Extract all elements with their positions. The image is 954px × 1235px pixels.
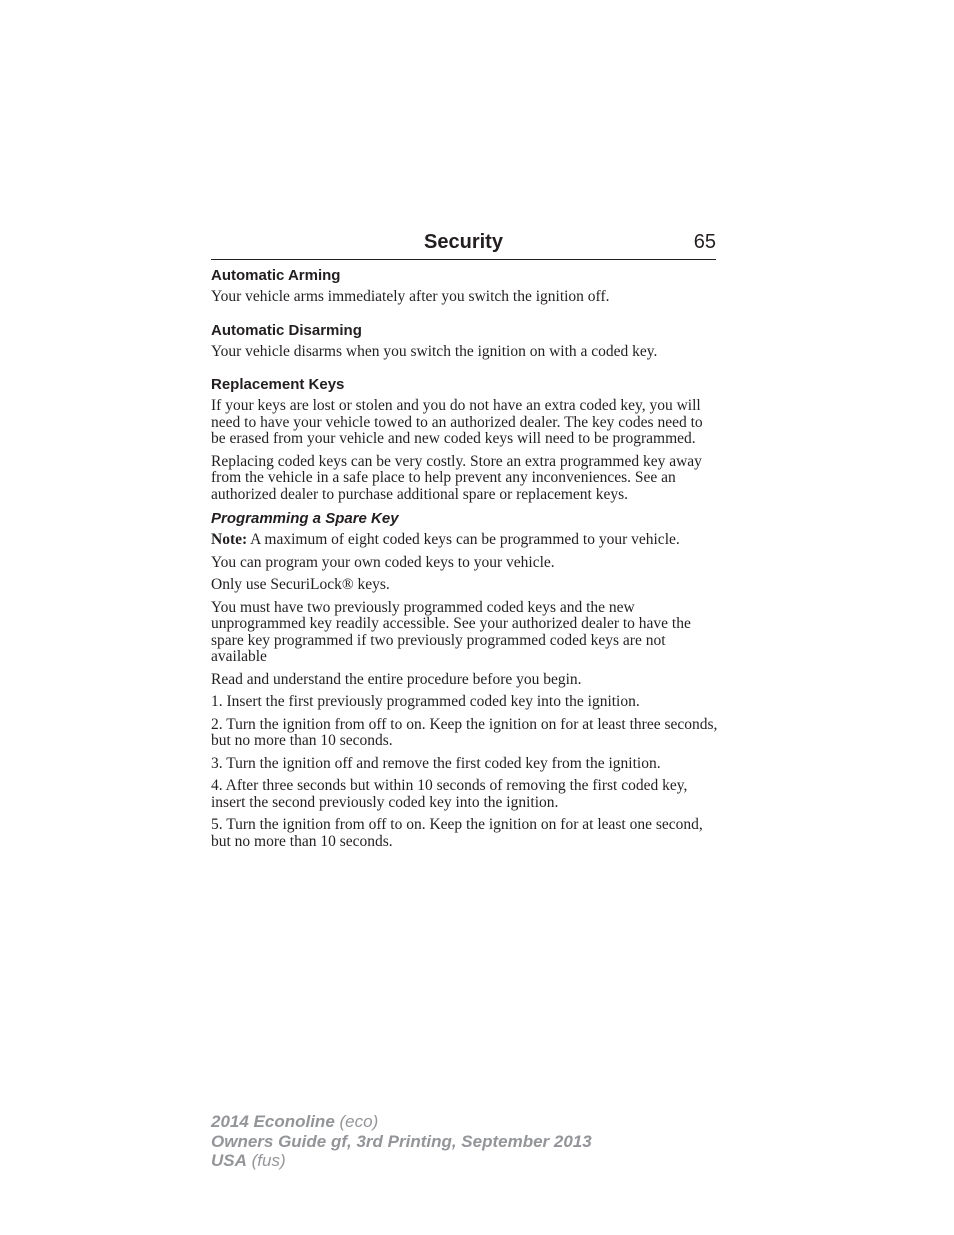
footer-model-line bbox=[211, 1112, 592, 1132]
step-3: 3. Turn the ignition off and remove the first coded key from the ignition. bbox=[211, 754, 661, 772]
heading-replacement-keys: Replacement Keys bbox=[211, 376, 345, 393]
footer-model: 2014 Econoline bbox=[211, 1112, 335, 1131]
footer-region: USA bbox=[211, 1151, 247, 1170]
page-footer bbox=[211, 1112, 592, 1171]
paragraph-automatic-disarming: Your vehicle disarms when you switch the ignition on with a coded key. bbox=[211, 342, 658, 360]
paragraph-replacement-keys-2: Replacing coded keys can be very costly. Store an extra programmed key away from the vehicle in a safe place to help prevent any inconveniences. See an authorized dealer to purchase additional spare or replacement keys. bbox=[211, 452, 702, 503]
section-title: Security bbox=[424, 231, 503, 253]
paragraph-programming-1: You can program your own coded keys to your vehicle. bbox=[211, 553, 555, 571]
step-1: 1. Insert the first previously programmed coded key into the ignition. bbox=[211, 693, 640, 710]
heading-automatic-disarming: Automatic Disarming bbox=[211, 321, 362, 339]
page-content bbox=[211, 266, 721, 856]
note-paragraph bbox=[211, 532, 721, 549]
paragraph-replacement-keys-1: If your keys are lost or stolen and you do not have an extra coded key, you will need to have your vehicle towed to an authorized dealer. The key codes need to be erased from your vehicle and new coded keys will need to be programmed. bbox=[211, 397, 703, 447]
step-4: 4. After three seconds but within 10 seconds of removing the first coded key, insert the second previously coded key into the ignition. bbox=[211, 777, 688, 811]
paragraph-automatic-arming: Your vehicle arms immediately after you switch the ignition off. bbox=[211, 288, 610, 305]
footer-region-line bbox=[211, 1151, 592, 1171]
paragraph-programming-3: You must have two previously programmed coded keys and the new unprogrammed key readily accessible. See your authorized dealer to have the spare key programmed if two previously programmed coded keys are not available bbox=[211, 598, 691, 665]
heading-programming-spare-key: Programming a Spare Key bbox=[211, 510, 399, 527]
paragraph-programming-4: Read and understand the entire procedure before you begin. bbox=[211, 670, 582, 688]
step-2: 2. Turn the ignition from off to on. Keep the ignition on for at least three seconds, but no more than 10 seconds. bbox=[211, 715, 718, 749]
footer-model-code: (eco) bbox=[334, 1112, 379, 1131]
page-number: 65 bbox=[693, 231, 716, 253]
note-label: Note: bbox=[211, 531, 248, 548]
note-text: A maximum of eight coded keys can be programmed to your vehicle. bbox=[247, 531, 680, 548]
step-5: 5. Turn the ignition from off to on. Keep the ignition on for at least one second, but no more than 10 seconds. bbox=[211, 816, 703, 850]
footer-guide: Owners Guide gf, 3rd Printing, September 2013 bbox=[211, 1131, 592, 1151]
page-header bbox=[211, 228, 716, 260]
paragraph-programming-2: Only use SecuriLock® keys. bbox=[211, 576, 390, 593]
footer-region-code: (fus) bbox=[246, 1151, 286, 1170]
heading-automatic-arming: Automatic Arming bbox=[211, 267, 341, 284]
